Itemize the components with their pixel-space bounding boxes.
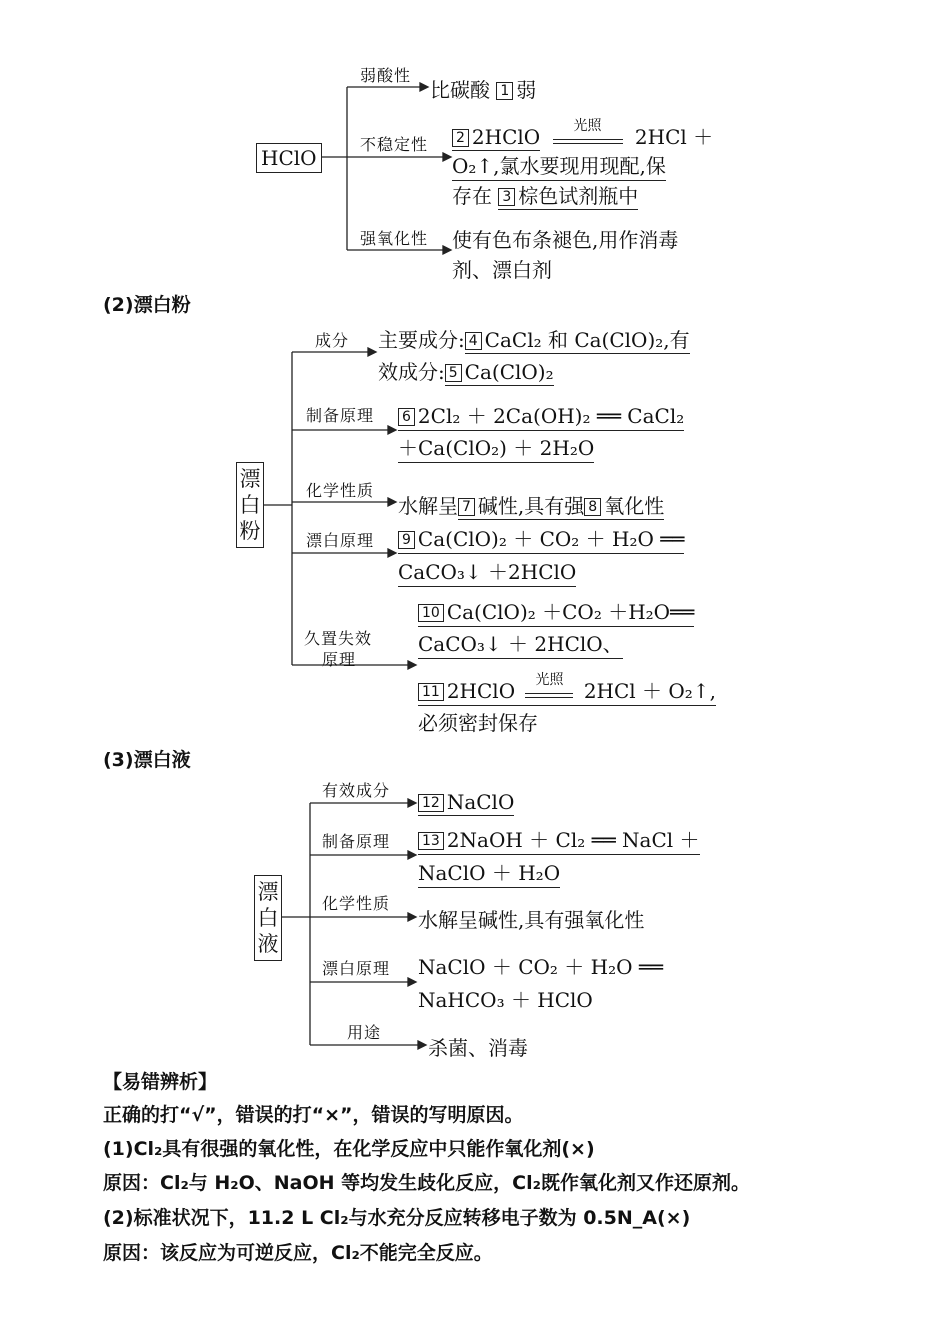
powder-bleaching-line1: [398, 523, 684, 554]
hclo-branch-label-oxidizing: 强氧化性: [360, 229, 429, 248]
liquid-bleaching-line2: NaHCO₃ ＋ HClO: [418, 988, 593, 1012]
reaction-reactant: 2HClO: [471, 125, 541, 149]
answer-text: Ca(ClO)₂: [464, 360, 554, 384]
error-analysis-title: 【易错辨析】: [103, 1071, 218, 1093]
blank-number: 12: [418, 794, 444, 812]
liquid-usage-line: 杀菌、消毒: [428, 1036, 528, 1060]
liquid-chemical-property-line: 水解呈碱性,具有强氧化性: [418, 908, 645, 932]
error-item-1-question: (1)Cl₂具有很强的氧化性，在化学反应中只能作氧化剂(×): [103, 1138, 595, 1160]
bleaching-liquid-root: 漂白液: [254, 875, 282, 961]
reaction-reactant: 2HClO: [446, 679, 516, 703]
powder-label-invalidation-1: 久置失效: [304, 629, 373, 648]
reaction-equation: Ca(ClO)₂ ＋CO₂ ＋H₂O══: [446, 600, 695, 624]
reaction-condition: 光照: [525, 685, 573, 698]
liquid-label-chemical-property: 化学性质: [322, 894, 391, 913]
powder-preparation-line1: [398, 400, 684, 431]
compare-text: 比碳酸: [430, 78, 490, 102]
powder-bleaching-line2: CaCO₃↓ ＋2HClO: [398, 556, 576, 587]
powder-label-preparation: 制备原理: [306, 406, 375, 425]
answer-text: 棕色试剂瓶中: [518, 184, 639, 208]
liquid-preparation-line1: [418, 824, 700, 855]
reaction-condition: 光照: [553, 131, 623, 144]
liquid-label-preparation: 制备原理: [322, 832, 391, 851]
powder-composition-line1: 主要成分: 4 CaCl₂ 和 Ca(ClO)₂,有: [378, 328, 690, 352]
liquid-label-bleaching-principle: 漂白原理: [322, 959, 391, 978]
bleaching-liquid-heading: (3)漂白液: [103, 749, 191, 771]
powder-invalidation-line1: [418, 596, 694, 627]
powder-label-composition: 成分: [315, 331, 350, 350]
blank-number: 1: [496, 82, 513, 100]
hclo-branch-label-acidity: 弱酸性: [360, 66, 412, 85]
liquid-bleaching-line1: NaClO ＋ CO₂ ＋ H₂O ══: [418, 955, 663, 979]
blank-number: 2: [452, 129, 469, 147]
error-analysis-intro: 正确的打“√”，错误的打“×”，错误的写明原因。: [103, 1104, 524, 1126]
blank-number: 13: [418, 832, 444, 850]
powder-invalidation-line4: 必须密封保存: [418, 711, 538, 735]
blank-number: 5: [445, 364, 462, 382]
liquid-label-usage: 用途: [347, 1023, 382, 1042]
hclo-acidity-text: [430, 74, 536, 103]
reaction-equation: Ca(ClO)₂ ＋ CO₂ ＋ H₂O ══: [417, 527, 685, 551]
hclo-oxidizing-line1: 使有色布条褪色,用作消毒: [452, 228, 679, 252]
blank-number: 4: [465, 332, 482, 350]
bleaching-powder-root: 漂白粉: [236, 462, 264, 548]
liquid-preparation-line2: NaClO ＋ H₂O: [418, 857, 560, 888]
powder-label-invalidation-2: 原理: [322, 650, 357, 669]
error-item-2-reason: 原因：该反应为可逆反应，Cl₂不能完全反应。: [103, 1242, 493, 1264]
hclo-instability-line2: O₂↑,氯水要现用现配,保: [452, 150, 666, 181]
reaction-product: 2HCl ＋ O₂↑,: [583, 679, 716, 703]
answer-text: CaCl₂ 和 Ca(ClO)₂,有: [484, 328, 690, 352]
hclo-oxidizing-line2: 剂、漂白剂: [452, 258, 552, 282]
powder-preparation-line2: ＋Ca(ClO₂) ＋ 2H₂O: [398, 432, 594, 463]
blank-number: 6: [398, 408, 415, 426]
powder-label-bleaching-principle: 漂白原理: [306, 531, 375, 550]
error-item-1-reason: 原因：Cl₂与 H₂O、NaOH 等均发生歧化反应，Cl₂既作氧化剂又作还原剂。: [103, 1172, 750, 1194]
powder-invalidation-line2: CaCO₃↓ ＋ 2HClO、: [418, 628, 623, 659]
hclo-root: HClO: [256, 143, 322, 173]
powder-label-chemical-property: 化学性质: [306, 481, 375, 500]
hclo-branch-label-instability: 不稳定性: [360, 135, 429, 154]
blank-number: 3: [498, 188, 515, 206]
blank-number: 8: [584, 498, 601, 516]
reaction-equation: 2NaOH ＋ Cl₂ ══ NaCl ＋: [446, 828, 700, 852]
answer-text: 弱: [516, 78, 537, 102]
hclo-instability-line1: [452, 118, 714, 150]
bleaching-powder-heading: (2)漂白粉: [103, 294, 191, 316]
powder-composition-line2: 效成分: 5 Ca(ClO)₂: [378, 360, 554, 384]
powder-invalidation-line3: [418, 672, 716, 706]
hclo-instability-line3: 存在 3 棕色试剂瓶中: [452, 184, 639, 208]
blank-number: 10: [418, 604, 444, 622]
powder-chemical-property-line: 水解呈 7 碱性,具有强 8 氧化性: [398, 494, 665, 518]
answer-text: NaClO: [446, 790, 515, 814]
liquid-label-active-ingredient: 有效成分: [322, 781, 391, 800]
reaction-product: 2HCl ＋: [634, 125, 714, 149]
error-item-2-question: (2)标准状况下，11.2 L Cl₂与水充分反应转移电子数为 0.5N_A(×): [103, 1207, 691, 1229]
blank-number: 11: [418, 683, 444, 701]
blank-number: 9: [398, 531, 415, 549]
liquid-active-ingredient-line: [418, 790, 514, 816]
reaction-equation: 2Cl₂ ＋ 2Ca(OH)₂ ══ CaCl₂: [417, 404, 685, 428]
blank-number: 7: [458, 498, 475, 516]
